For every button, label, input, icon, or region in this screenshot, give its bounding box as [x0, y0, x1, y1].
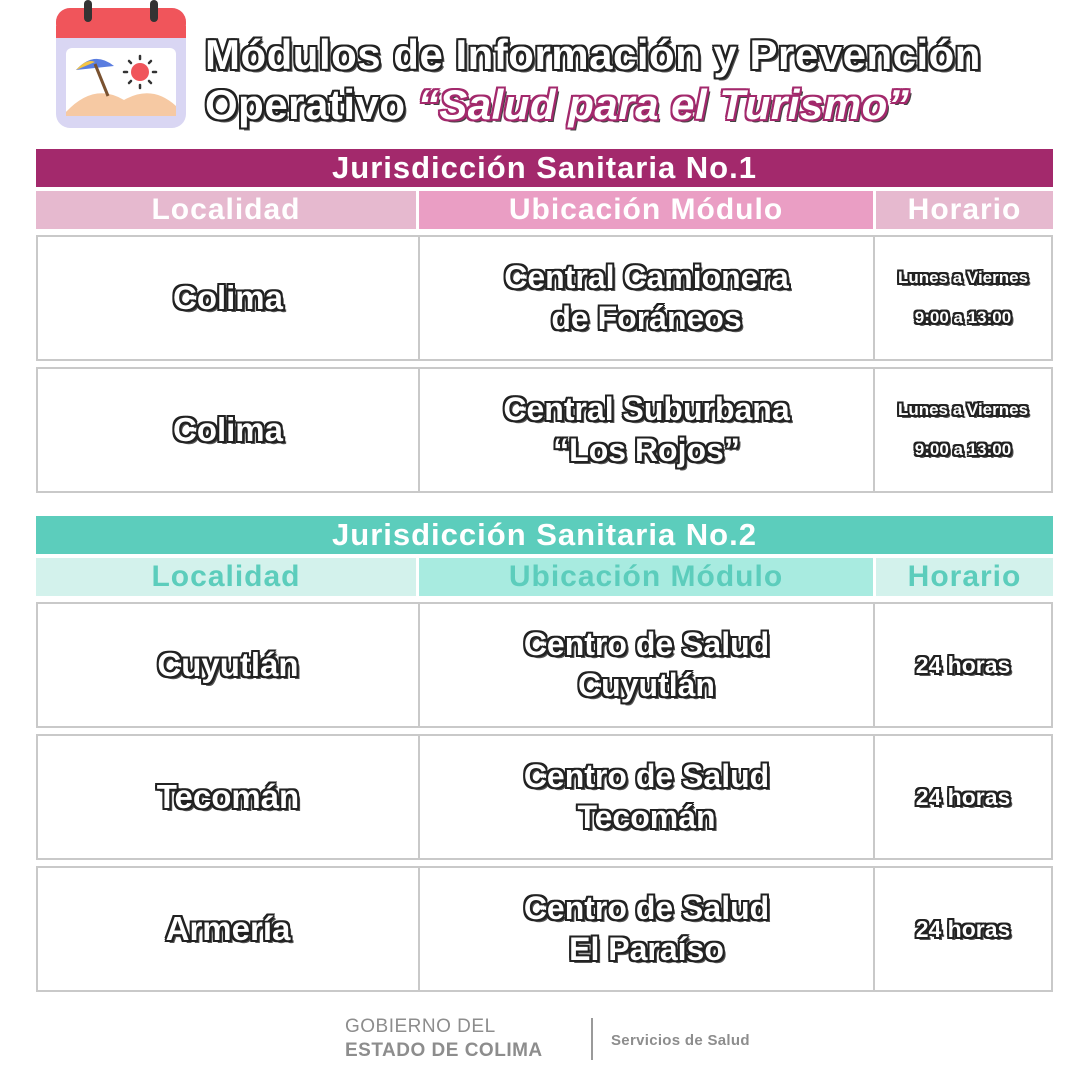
government-line-2: ESTADO DE COLIMA [345, 1040, 543, 1061]
location-cell [420, 369, 875, 491]
schedule-days: Lunes a Viernes [897, 268, 1029, 287]
table-row [36, 235, 1053, 361]
locality-cell [38, 237, 420, 359]
jurisdiction-1-section [36, 149, 1053, 493]
schedule-hours: 9:00 a 13:00 [914, 440, 1012, 459]
locality-text: Tecomán [156, 778, 300, 815]
location-text: Centro de Salud Tecomán [523, 758, 770, 835]
health-services-label: Servicios de Salud [611, 1032, 750, 1049]
title-line-1: Módulos de Información y Prevención [205, 31, 981, 78]
title-line-2-prefix: Operativo [205, 81, 418, 128]
locality-cell [38, 369, 420, 491]
title-line-2 [205, 80, 1065, 130]
schedule-cell [875, 868, 1051, 990]
schedule-cell [875, 736, 1051, 858]
jurisdiction-2-title: Jurisdicción Sanitaria No.2 [36, 516, 1053, 554]
schedule-days: Lunes a Viernes [897, 400, 1029, 419]
locality-cell [38, 868, 420, 990]
location-cell [420, 868, 875, 990]
column-header-locality: Localidad [36, 191, 416, 229]
column-header-location: Ubicación Módulo [419, 191, 873, 229]
table-row [36, 602, 1053, 728]
location-text: Central Camionera de Foráneos [504, 259, 789, 336]
locality-cell [38, 736, 420, 858]
table-row [36, 734, 1053, 860]
location-cell [420, 604, 875, 726]
calendar-beach-icon [54, 0, 188, 130]
column-header-location: Ubicación Módulo [419, 558, 873, 596]
locality-text: Colima [172, 279, 284, 316]
jurisdiction-2-section [36, 516, 1053, 992]
schedule-text: 24 horas [915, 915, 1011, 942]
title-highlight: “Salud para el Turismo” [417, 81, 910, 128]
locality-text: Cuyutlán [157, 646, 299, 683]
schedule-cell [875, 604, 1051, 726]
locality-text: Colima [172, 411, 284, 448]
locality-text: Armería [165, 910, 291, 947]
jurisdiction-2-column-headers [36, 558, 1053, 596]
column-header-schedule: Horario [876, 191, 1053, 229]
footer [0, 1014, 1080, 1064]
footer-divider [591, 1018, 593, 1060]
column-header-locality: Localidad [36, 558, 416, 596]
table-row [36, 866, 1053, 992]
table-row [36, 367, 1053, 493]
schedule-cell [875, 237, 1051, 359]
location-text: Centro de Salud Cuyutlán [523, 626, 770, 703]
locality-cell [38, 604, 420, 726]
schedule-text: 24 horas [915, 783, 1011, 810]
location-cell [420, 237, 875, 359]
location-text: Centro de Salud El Paraíso [523, 890, 770, 967]
column-header-schedule: Horario [876, 558, 1053, 596]
schedule-cell [875, 369, 1051, 491]
schedule-text: 24 horas [915, 651, 1011, 678]
page-title [205, 30, 1065, 130]
location-text: Central Suburbana “Los Rojos” [503, 391, 790, 468]
jurisdiction-1-title: Jurisdicción Sanitaria No.1 [36, 149, 1053, 187]
jurisdiction-1-column-headers [36, 191, 1053, 229]
government-line-1: GOBIERNO DEL [345, 1016, 496, 1037]
schedule-hours: 9:00 a 13:00 [914, 308, 1012, 327]
location-cell [420, 736, 875, 858]
